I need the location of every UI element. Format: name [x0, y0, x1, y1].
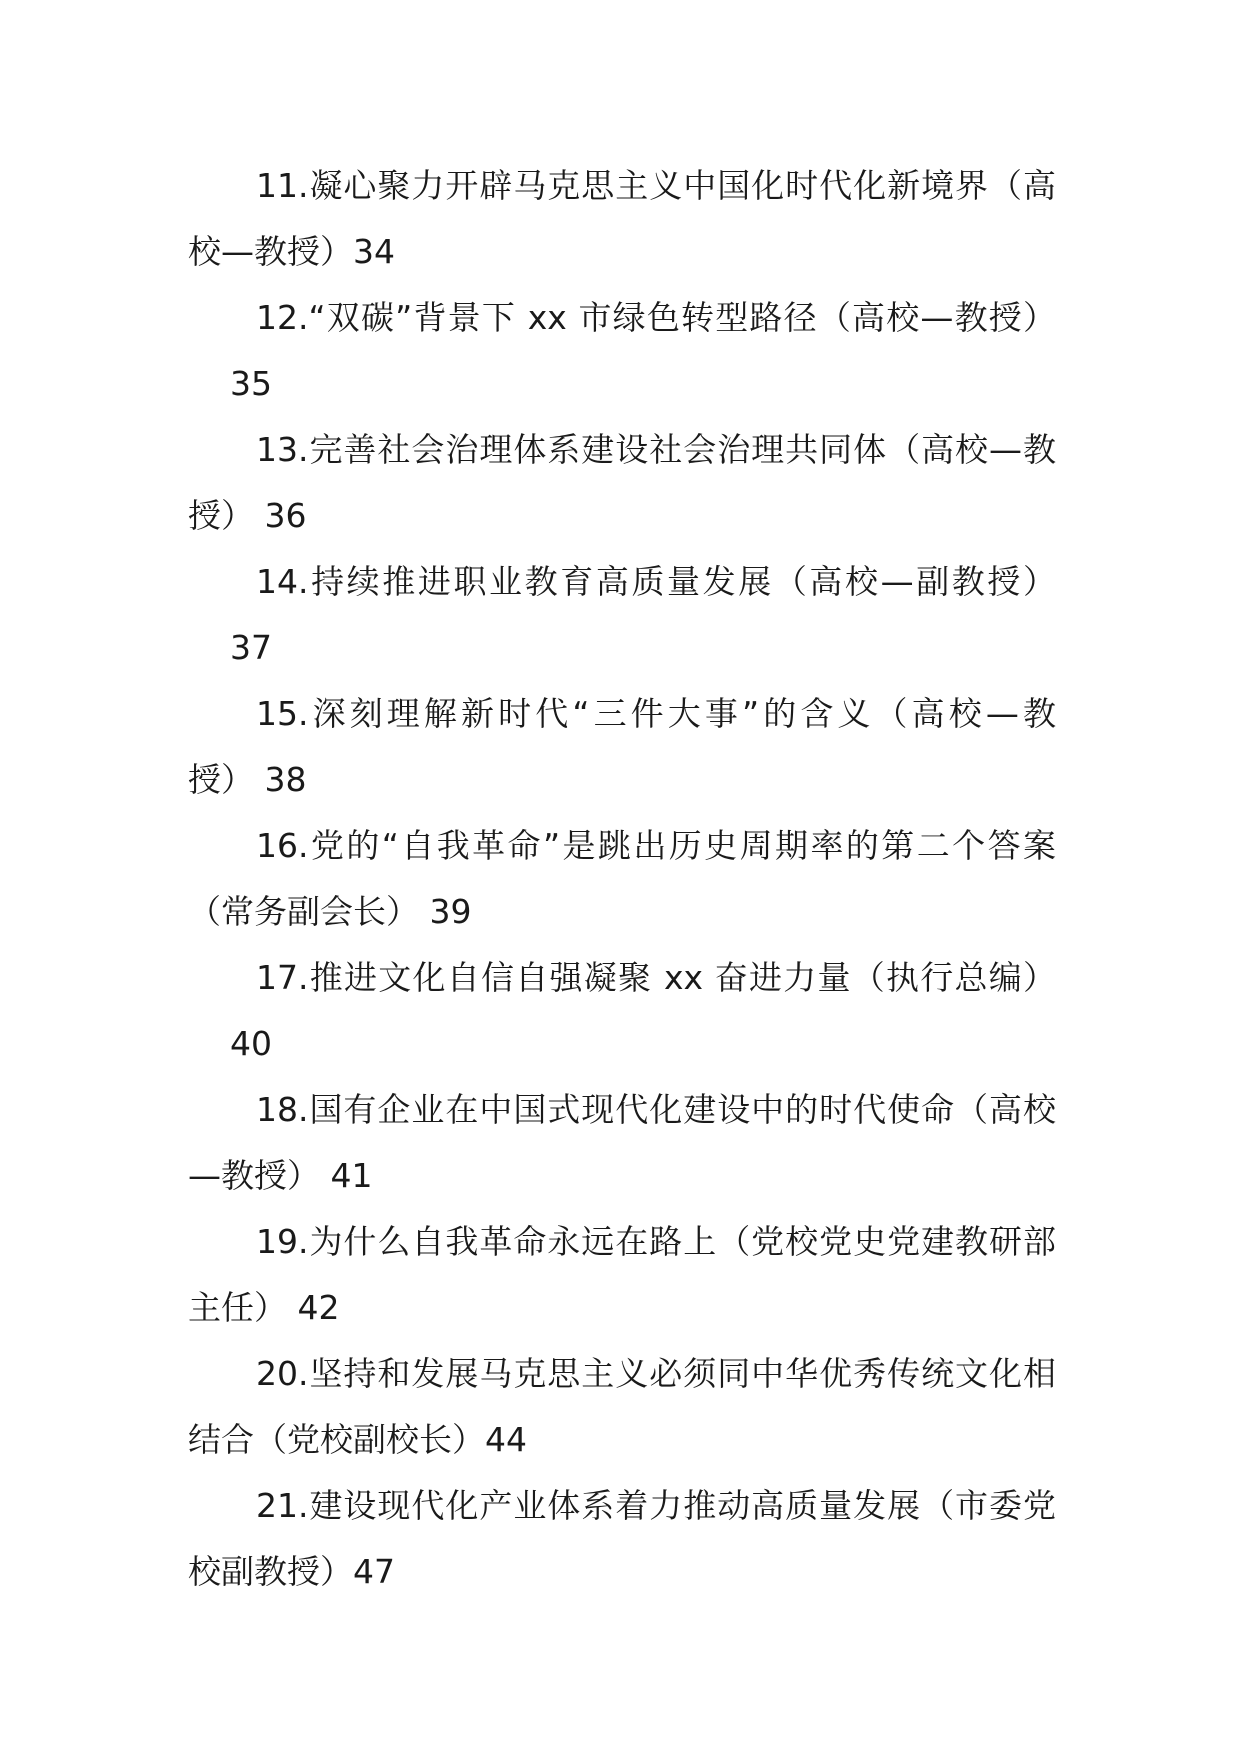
- toc-entry-18-continuation: —教授） 41: [188, 1156, 373, 1195]
- toc-entry-14-page-number: 37: [230, 628, 272, 667]
- toc-entry-13-title: 13.完善社会治理体系建设社会治理共同体（高校—教: [256, 430, 1056, 469]
- toc-entry-12-page-number: 35: [230, 364, 272, 403]
- toc-entry-17-title: 17.推进文化自信自强凝聚 xx 奋进力量（执行总编）: [256, 958, 1056, 997]
- toc-entry-11-continuation: 校—教授）34: [188, 232, 395, 271]
- toc-entry-16-title: 16.党的“自我革命”是跳出历史周期率的第二个答案: [256, 826, 1056, 865]
- toc-entry-12-title: 12.“双碳”背景下 xx 市绿色转型路径（高校—教授）: [256, 298, 1056, 337]
- toc-entry-21-continuation: 校副教授）47: [188, 1552, 395, 1591]
- toc-entry-17-page-number: 40: [230, 1024, 272, 1063]
- toc-entry-20-title: 20.坚持和发展马克思主义必须同中华优秀传统文化相: [256, 1354, 1056, 1393]
- toc-entry-15-continuation: 授） 38: [188, 760, 307, 799]
- toc-entry-19-continuation: 主任） 42: [188, 1288, 340, 1327]
- toc-entry-15-title: 15.深刻理解新时代“三件大事”的含义（高校—教: [256, 694, 1056, 733]
- toc-entry-21-title: 21.建设现代化产业体系着力推动高质量发展（市委党: [256, 1486, 1056, 1525]
- toc-entry-20-continuation: 结合（党校副校长）44: [188, 1420, 527, 1459]
- toc-entry-13-continuation: 授） 36: [188, 496, 307, 535]
- toc-entry-16-continuation: （常务副会长） 39: [188, 892, 472, 931]
- toc-entry-14-title: 14.持续推进职业教育高质量发展（高校—副教授）: [256, 562, 1056, 601]
- toc-entry-19-title: 19.为什么自我革命永远在路上（党校党史党建教研部: [256, 1222, 1056, 1261]
- toc-entry-11-title: 11.凝心聚力开辟马克思主义中国化时代化新境界（高: [256, 166, 1056, 205]
- toc-entry-18-title: 18.国有企业在中国式现代化建设中的时代使命（高校: [256, 1090, 1056, 1129]
